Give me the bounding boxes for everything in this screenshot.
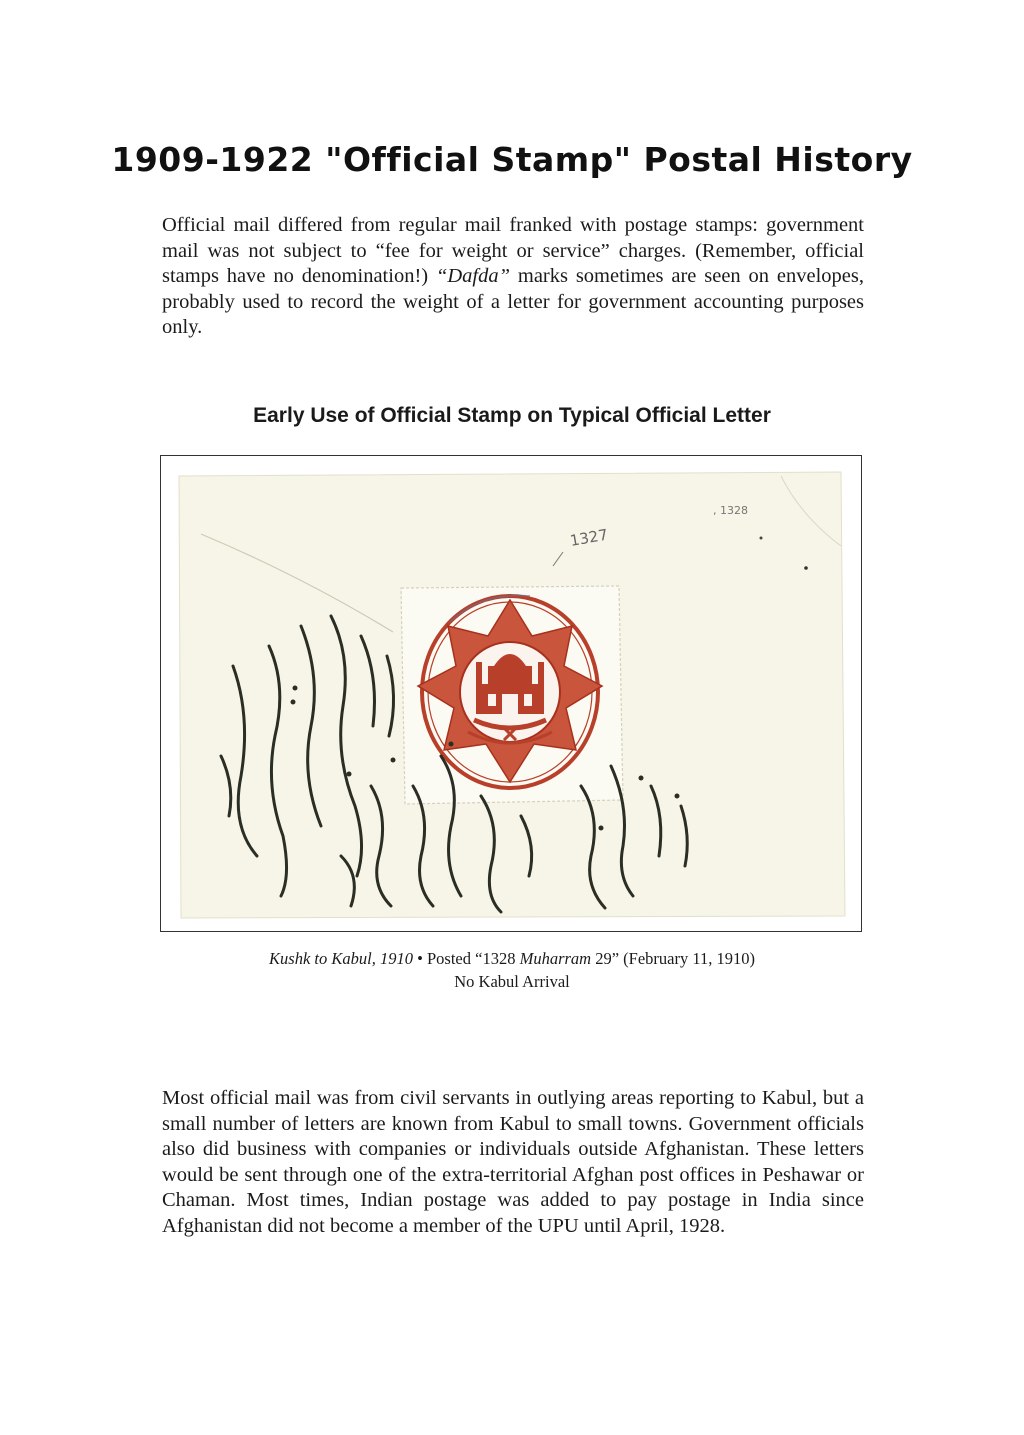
pencil-note-1328: , 1328 xyxy=(713,504,748,517)
caption-line-1 xyxy=(0,949,1024,969)
caption-posted-suffix: 29” (February 11, 1910) xyxy=(591,949,755,968)
caption-route: Kushk to Kabul, 1910 xyxy=(269,949,413,968)
caption-posted-prefix: Posted “1328 xyxy=(426,949,520,968)
page-title: 1909-1922 "Official Stamp" Postal History xyxy=(111,140,913,179)
intro-paragraph xyxy=(162,213,864,341)
pencil-note-1327: 1327 xyxy=(568,525,610,550)
intro-text-2: marks sometimes are seen on envelopes, probably used to record the weight of a letter for government accounting purposes only. xyxy=(162,265,864,338)
caption-posted-month: Muharram xyxy=(519,949,592,968)
dafda-term: “Dafda” xyxy=(435,265,511,287)
body-paragraph: Most official mail was from civil servants in outlying areas reporting to Kabul, but a small number of letters are known from Kabul to small towns. Government officials also did business with companies or individuals outside Afghanistan. These letters would be sent through one of the extra-territorial Afghan post offices in Peshawar or Chaman. Most times, Indian postage was added to pay postage in India since Afghanistan did not become a member of the UPU until April, 1928. xyxy=(162,1087,864,1237)
caption-bullet: • xyxy=(412,949,427,968)
cover-image-frame xyxy=(160,455,862,932)
official-stamp xyxy=(418,596,602,788)
intro-text-1: Official mail differed from regular mail franked with postage stamps: government mail was not subject to “fee for weight or service” charges. (Remember, official stamps have no denomination!) xyxy=(162,214,864,287)
envelope-illustration xyxy=(161,456,860,930)
section-heading: Early Use of Official Stamp on Typical Official Letter xyxy=(253,404,771,427)
caption-line-2: No Kabul Arrival xyxy=(454,972,570,991)
